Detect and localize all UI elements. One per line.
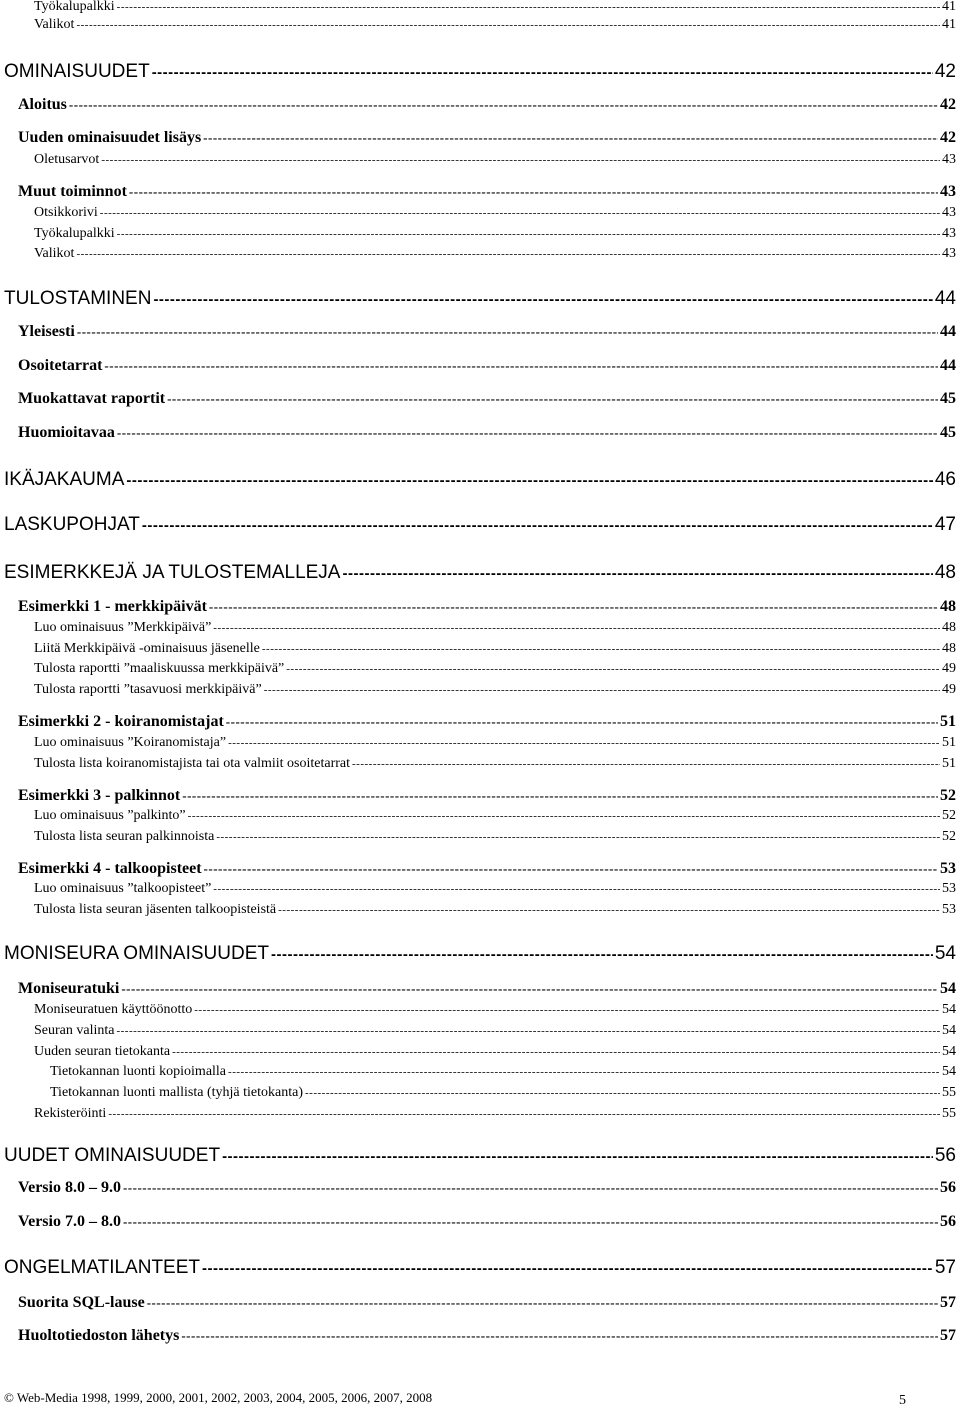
toc-entry-title: Oletusarvot bbox=[34, 152, 100, 167]
toc-entry-page: 52 bbox=[940, 787, 956, 804]
toc-entry-page: 54 bbox=[942, 1023, 956, 1038]
dot-leader bbox=[69, 98, 938, 111]
toc-entry[interactable] bbox=[34, 153, 956, 167]
toc-entry-title: Tietokannan luonti mallista (tyhjä tietokanta) bbox=[50, 1085, 303, 1100]
toc-entry[interactable] bbox=[18, 425, 956, 441]
dot-leader bbox=[194, 1005, 940, 1016]
dot-leader bbox=[167, 392, 938, 405]
toc-entry-title: Valikot bbox=[34, 246, 75, 261]
toc-entry-title: ONGELMATILANTEET bbox=[4, 1257, 201, 1278]
toc-entry[interactable] bbox=[18, 324, 956, 340]
toc-entry-page: 52 bbox=[942, 808, 956, 823]
toc-entry[interactable] bbox=[18, 788, 956, 804]
toc-entry[interactable] bbox=[4, 289, 956, 308]
dot-leader bbox=[76, 249, 940, 260]
dot-leader bbox=[117, 229, 940, 240]
toc-entry-title: Huomioitavaa bbox=[18, 424, 115, 441]
toc-entry-page: 43 bbox=[940, 183, 956, 200]
dot-leader bbox=[76, 20, 940, 31]
toc-entry[interactable] bbox=[34, 882, 956, 896]
toc-entry[interactable] bbox=[18, 599, 956, 615]
toc-entry[interactable] bbox=[34, 809, 956, 823]
toc-entry-title: Uuden seuran tietokanta bbox=[34, 1044, 171, 1059]
toc-entry[interactable] bbox=[18, 1214, 956, 1230]
toc-entry[interactable] bbox=[4, 470, 956, 489]
toc-entry[interactable] bbox=[34, 903, 956, 917]
dot-leader bbox=[117, 2, 940, 13]
toc-entry-page: 41 bbox=[942, 0, 956, 14]
toc-entry-page: 52 bbox=[942, 829, 956, 844]
dot-leader bbox=[142, 518, 933, 533]
toc-entry[interactable] bbox=[34, 683, 956, 697]
toc-entry[interactable] bbox=[34, 1003, 956, 1017]
toc-entry[interactable] bbox=[4, 515, 956, 534]
toc-entry-page: 49 bbox=[942, 682, 956, 697]
toc-entry[interactable] bbox=[18, 1180, 956, 1196]
toc-entry-page: 42 bbox=[940, 96, 956, 113]
toc-entry-page: 57 bbox=[934, 1257, 956, 1278]
toc-entry-title: Esimerkki 3 - palkinnot bbox=[18, 787, 181, 804]
toc-entry-page: 51 bbox=[940, 713, 956, 730]
toc-entry[interactable] bbox=[34, 1107, 956, 1121]
toc-entry[interactable] bbox=[4, 1258, 956, 1277]
toc-entry-title: UUDET OMINAISUUDET bbox=[4, 1145, 221, 1166]
dot-leader bbox=[188, 811, 940, 822]
toc-entry-title: Moniseuratuen käyttöönotto bbox=[34, 1002, 193, 1017]
dot-leader bbox=[101, 155, 940, 166]
toc-entry-title: Luo ominaisuus ”Merkkipäivä” bbox=[34, 620, 212, 635]
toc-entry-title: Huoltotiedoston lähetys bbox=[18, 1327, 180, 1344]
toc-entry-page: 57 bbox=[940, 1294, 956, 1311]
dot-leader bbox=[108, 1109, 940, 1120]
dot-leader bbox=[123, 1215, 938, 1228]
toc-entry-title: Luo ominaisuus ”palkinto” bbox=[34, 808, 186, 823]
dot-leader bbox=[213, 884, 940, 895]
toc-entry-title: Tulosta lista seuran jäsenten talkoopisteistä bbox=[34, 902, 277, 917]
dot-leader bbox=[286, 664, 940, 675]
dot-leader bbox=[181, 1329, 938, 1342]
toc-entry[interactable] bbox=[34, 1024, 956, 1038]
toc-entry-title: Uuden ominaisuudet lisäys bbox=[18, 129, 202, 146]
toc-entry-page: 51 bbox=[942, 756, 956, 771]
dot-leader bbox=[129, 185, 938, 198]
toc-entry-title: Tulosta lista seuran palkinnoista bbox=[34, 829, 215, 844]
toc-entry-title: Rekisteröinti bbox=[34, 1106, 107, 1121]
toc-entry-page: 44 bbox=[940, 323, 956, 340]
dot-leader bbox=[123, 1181, 938, 1194]
toc-entry-title: Luo ominaisuus ”talkoopisteet” bbox=[34, 881, 212, 896]
toc-entry-title: Osoitetarrat bbox=[18, 357, 103, 374]
toc-entry-title: Työkalupalkki bbox=[34, 226, 115, 241]
toc-entry[interactable] bbox=[34, 0, 956, 14]
dot-leader bbox=[262, 644, 940, 655]
toc-entry[interactable] bbox=[18, 130, 956, 146]
toc-entry-page: 53 bbox=[942, 881, 956, 896]
toc-entry-page: 51 bbox=[942, 735, 956, 750]
dot-leader bbox=[204, 862, 938, 875]
toc-entry-title: Esimerkki 2 - koiranomistajat bbox=[18, 713, 224, 730]
toc-entry[interactable] bbox=[18, 714, 956, 730]
toc-entry-title: Tulosta raportti ”maaliskuussa merkkipäivä” bbox=[34, 661, 285, 676]
dot-leader bbox=[342, 566, 932, 581]
dot-leader bbox=[202, 1261, 933, 1276]
toc-entry[interactable] bbox=[4, 944, 956, 963]
toc-entry-title: Versio 8.0 – 9.0 bbox=[18, 1179, 121, 1196]
toc-entry-page: 42 bbox=[940, 129, 956, 146]
toc-entry[interactable] bbox=[34, 662, 956, 676]
page-number: 5 bbox=[899, 1393, 906, 1408]
toc-entry-title: Muokattavat raportit bbox=[18, 390, 166, 407]
toc-entry-page: 55 bbox=[942, 1106, 956, 1121]
toc-entry-page: 56 bbox=[940, 1213, 956, 1230]
dot-leader bbox=[305, 1088, 940, 1099]
toc-entry-title: IKÄJAKAUMA bbox=[4, 469, 125, 490]
toc-entry[interactable] bbox=[18, 391, 956, 407]
toc-entry[interactable] bbox=[18, 1295, 956, 1311]
toc-entry-page: 43 bbox=[942, 152, 956, 167]
toc-entry-title: Työkalupalkki bbox=[34, 0, 115, 14]
toc-entry-title: Versio 7.0 – 8.0 bbox=[18, 1213, 121, 1230]
dot-leader bbox=[77, 325, 938, 338]
toc-entry-title: MONISEURA OMINAISUUDET bbox=[4, 943, 269, 964]
dot-leader bbox=[153, 292, 932, 307]
toc-entry-page: 47 bbox=[934, 514, 956, 535]
toc-entry[interactable] bbox=[4, 563, 956, 582]
toc-entry[interactable] bbox=[34, 247, 956, 261]
toc-entry-title: Tietokannan luonti kopioimalla bbox=[50, 1064, 227, 1079]
dot-leader bbox=[117, 426, 938, 439]
dot-leader bbox=[228, 738, 940, 749]
toc-entry[interactable] bbox=[18, 981, 956, 997]
toc-entry-title: Yleisesti bbox=[18, 323, 75, 340]
dot-leader bbox=[278, 905, 940, 916]
toc-entry[interactable] bbox=[34, 757, 956, 771]
toc-entry[interactable] bbox=[50, 1086, 956, 1100]
dot-leader bbox=[352, 759, 940, 770]
toc-entry-page: 42 bbox=[934, 61, 956, 82]
toc-entry[interactable] bbox=[34, 227, 956, 241]
toc-entry-page: 48 bbox=[942, 641, 956, 656]
dot-leader bbox=[213, 623, 940, 634]
toc-entry-page: 48 bbox=[934, 562, 956, 583]
toc-entry-title: LASKUPOHJAT bbox=[4, 514, 140, 535]
toc-entry-title: Seuran valinta bbox=[34, 1023, 115, 1038]
toc-entry[interactable] bbox=[34, 830, 956, 844]
dot-leader bbox=[216, 832, 940, 843]
dot-leader bbox=[152, 65, 933, 80]
toc-entry-page: 41 bbox=[942, 17, 956, 32]
toc-entry-page: 44 bbox=[940, 357, 956, 374]
toc-entry[interactable] bbox=[34, 206, 956, 220]
toc-entry-title: OMINAISUUDET bbox=[4, 61, 150, 82]
dot-leader bbox=[172, 1047, 940, 1058]
toc-entry-page: 54 bbox=[942, 1044, 956, 1059]
toc-entry-page: 54 bbox=[942, 1002, 956, 1017]
dot-leader bbox=[222, 1149, 933, 1164]
dot-leader bbox=[226, 715, 938, 728]
toc-entry-page: 54 bbox=[940, 980, 956, 997]
dot-leader bbox=[126, 473, 932, 488]
toc-entry-title: Liitä Merkkipäivä -ominaisuus jäsenelle bbox=[34, 641, 260, 656]
toc-entry-title: Moniseuratuki bbox=[18, 980, 120, 997]
copyright-footer: © Web-Media 1998, 1999, 2000, 2001, 2002, 2003, 2004, 2005, 2006, 2007, 2008 bbox=[4, 1390, 433, 1405]
dot-leader bbox=[264, 685, 940, 696]
toc-entry-page: 55 bbox=[942, 1085, 956, 1100]
toc-entry-title: Muut toiminnot bbox=[18, 183, 127, 200]
dot-leader bbox=[228, 1067, 940, 1078]
toc-entry-title: Luo ominaisuus ”Koiranomistaja” bbox=[34, 735, 227, 750]
toc-entry-page: 48 bbox=[942, 620, 956, 635]
toc-entry[interactable] bbox=[34, 621, 956, 635]
toc-entry[interactable] bbox=[4, 1146, 956, 1165]
toc-entry-title: Tulosta lista koiranomistajista tai ota valmiit osoitetarrat bbox=[34, 756, 350, 771]
toc-entry-page: 48 bbox=[940, 598, 956, 615]
toc-entry-title: TULOSTAMINEN bbox=[4, 288, 152, 309]
toc-entry-title: Esimerkki 4 - talkoopisteet bbox=[18, 860, 202, 877]
toc-entry-title: Esimerkki 1 - merkkipäivät bbox=[18, 598, 207, 615]
dot-leader bbox=[209, 600, 938, 613]
toc-entry-page: 45 bbox=[940, 390, 956, 407]
toc-entry[interactable] bbox=[34, 736, 956, 750]
toc-entry-page: 43 bbox=[942, 246, 956, 261]
toc-entry-title: Tulosta raportti ”tasavuosi merkkipäivä” bbox=[34, 682, 262, 697]
toc-entry-page: 53 bbox=[940, 860, 956, 877]
toc-entry[interactable] bbox=[18, 97, 956, 113]
toc-entry[interactable] bbox=[34, 1045, 956, 1059]
toc-entry[interactable] bbox=[4, 62, 956, 81]
toc-entry-page: 54 bbox=[942, 1064, 956, 1079]
toc-entry[interactable] bbox=[18, 184, 956, 200]
toc-entry-page: 56 bbox=[940, 1179, 956, 1196]
dot-leader bbox=[182, 789, 938, 802]
toc-entry-page: 57 bbox=[940, 1327, 956, 1344]
dot-leader bbox=[271, 947, 933, 962]
toc-entry-title: Suorita SQL-lause bbox=[18, 1294, 145, 1311]
toc-entry-page: 43 bbox=[942, 205, 956, 220]
dot-leader bbox=[121, 982, 938, 995]
toc-entry-page: 49 bbox=[942, 661, 956, 676]
toc-entry-page: 44 bbox=[934, 288, 956, 309]
dot-leader bbox=[100, 208, 940, 219]
toc-entry-title: Valikot bbox=[34, 17, 75, 32]
toc-entry-page: 56 bbox=[934, 1145, 956, 1166]
dot-leader bbox=[104, 359, 938, 372]
toc-entry[interactable] bbox=[18, 1328, 956, 1344]
dot-leader bbox=[203, 131, 938, 144]
toc-entry[interactable] bbox=[50, 1065, 956, 1079]
toc-entry-title: Aloitus bbox=[18, 96, 67, 113]
toc-entry[interactable] bbox=[34, 18, 956, 32]
toc-entry[interactable] bbox=[34, 642, 956, 656]
toc-entry-page: 45 bbox=[940, 424, 956, 441]
toc-entry-title: ESIMERKKEJÄ JA TULOSTEMALLEJA bbox=[4, 562, 341, 583]
toc-entry-page: 53 bbox=[942, 902, 956, 917]
toc-entry[interactable] bbox=[18, 358, 956, 374]
dot-leader bbox=[116, 1026, 940, 1037]
toc-entry-title: Otsikkorivi bbox=[34, 205, 98, 220]
toc-entry-page: 43 bbox=[942, 226, 956, 241]
toc-entry-page: 54 bbox=[934, 943, 956, 964]
toc-entry-page: 46 bbox=[934, 469, 956, 490]
dot-leader bbox=[147, 1296, 938, 1309]
toc-entry[interactable] bbox=[18, 861, 956, 877]
